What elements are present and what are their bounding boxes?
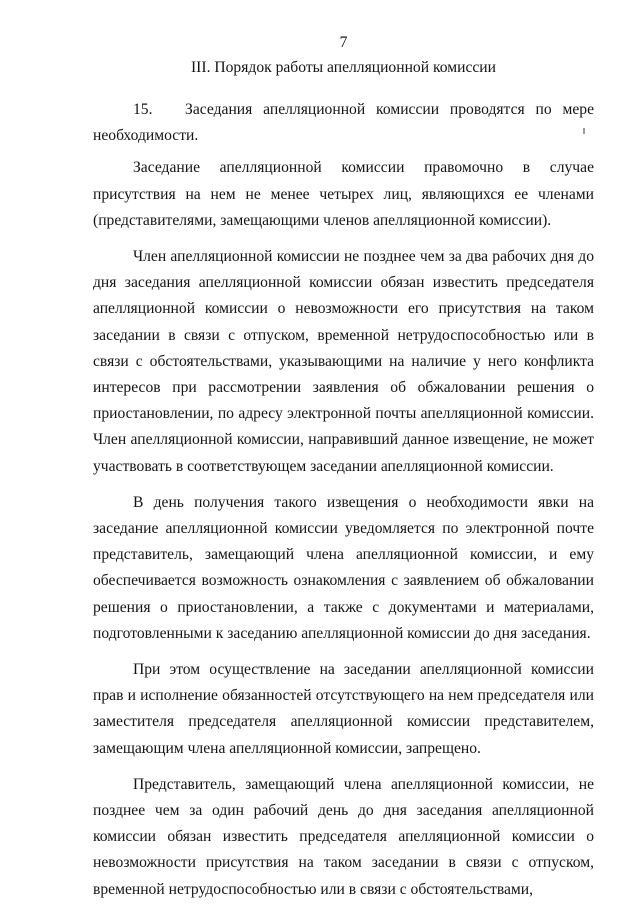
paragraph-quorum: Заседание апелляционной комиссии правомочно в случае присутствия на нем не менее четырех лиц, являющихся ее членами (представителями, замещающими членов апелляционной комиссии). <box>93 159 594 229</box>
paragraph-representative-notice: Представитель, замещающий члена апелляционной комиссии, не позднее чем за один рабочий день до дня заседания апелляционной комиссии обязан известить председателя апелляционной комиссии о невозможности присутствия на таком заседании в связи с отпуском, временной нетрудоспособностью или в связи с обстоятельствами, <box>93 775 594 898</box>
page-number: 7 <box>339 34 348 51</box>
paragraph-prohibition: При этом осуществление на заседании апелляционной комиссии прав и исполнение обязанностей отсутствующего на нем председателя или заместителя председателя апелляционной комиссии представителем, замещающим члена апелляционной комиссии, запрещено. <box>93 661 594 757</box>
paragraph-representative-notification: В день получения такого извещения о необходимости явки на заседание апелляционной комиссии уведомляется по электронной почте представитель, замещающий члена апелляционной комиссии, и ему обеспечивается возможность ознакомления с заявлением об обжаловании решения о приостановлении, а также с документами и материалами, подготовленными к заседанию апелляционной комиссии до дня заседания. <box>93 493 594 642</box>
paragraph-15-meetings: 15. Заседания апелляционной комиссии проводятся по мере необходимости. <box>93 101 594 145</box>
section-title: III. Порядок работы апелляционной комиссии <box>190 59 496 76</box>
scan-speck <box>583 128 585 134</box>
paragraph-member-notice: Член апелляционной комиссии не позднее чем за два рабочих дня до дня заседания апелляционной комиссии обязан известить председателя апелляционной комиссии о невозможности его присутствия на таком заседании в связи с отпуском, временной нетрудоспособностью или в связи с обстоятельствами, указывающими на наличие у него конфликта интересов при рассмотрении заявления об обжаловании решения о приостановлении, по адресу электронной почты апелляционной комиссии. Член апелляционной комиссии, направивший данное извещение, не может участвовать в соответствующем заседании апелляционной комиссии. <box>93 248 594 475</box>
